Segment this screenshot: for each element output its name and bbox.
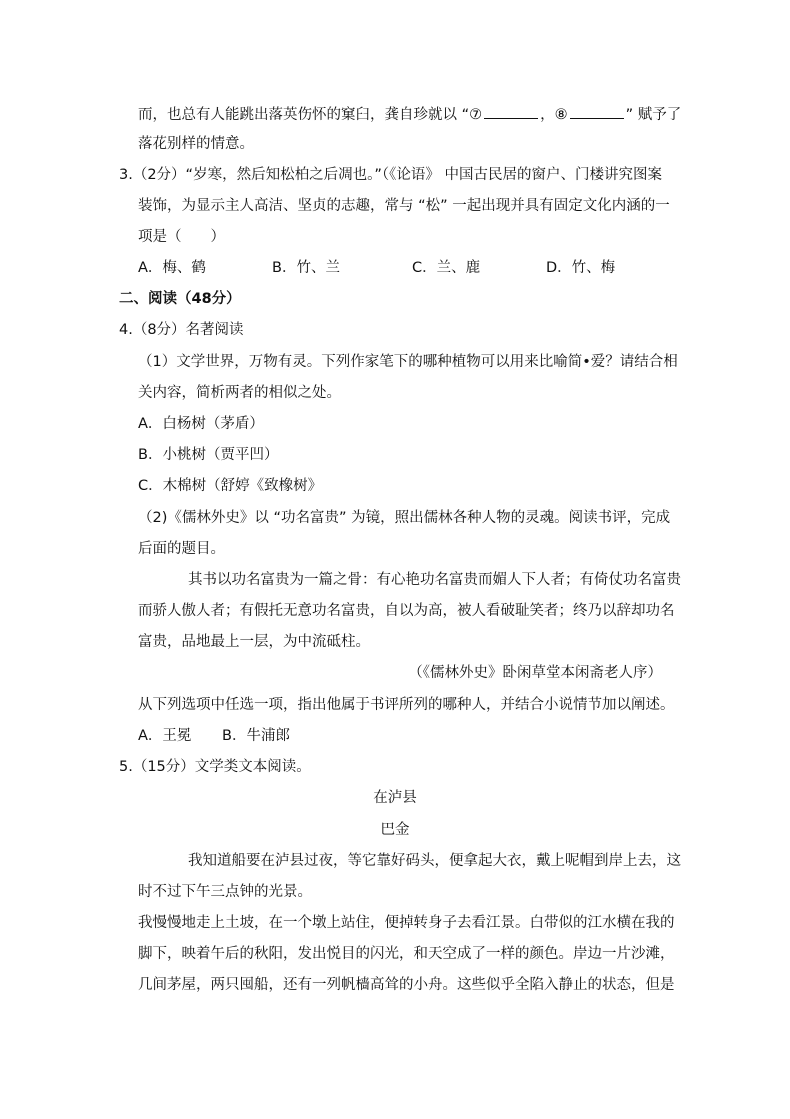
q3-line-1: 3.（2分）“岁寒，然后知松柏之后凋也。”（《论语》 中国古民居的窗户、门楼讲究图案: [119, 167, 662, 183]
quote-line-3: 富贵，品地最上一层，为中流砥柱。: [138, 634, 370, 650]
q4-part1-line1: （1）文学世界，万物有灵。下列作家笔下的哪种植物可以用来比喻简•爱？请结合相: [138, 354, 678, 370]
q2-text-c: ” 赋予了: [625, 107, 682, 123]
q2-continuation-line: [138, 104, 681, 125]
paragraph-1-line-1: 我知道船要在泸县过夜，等它靠好码头，便拿起大衣，戴上呢帽到岸上去，这: [188, 853, 681, 869]
quote-line-1: 其书以功名富贵为一篇之骨：有心艳功名富贵而媚人下人者；有倚仗功名富贵: [188, 572, 681, 588]
q4-part2-line2: 后面的题目。: [138, 541, 225, 557]
q4-part2-line1: （2)《儒林外史》以 “功名富贵” 为镜，照出儒林各种人物的灵魂。阅读书评，完成: [138, 510, 671, 526]
blank-7[interactable]: [484, 104, 538, 119]
paragraph-2-line-3: 几间茅屋，两只囤船，还有一列帆樯高耸的小舟。这些似乎全陷入静止的状态，但是: [138, 977, 675, 993]
q4-task: 从下列选项中任选一项，指出他属于书评所列的哪种人，并结合小说情节加以阐述。: [138, 697, 675, 713]
q4-choice-b: B．牛浦郎: [222, 728, 290, 744]
q3-line-3: 项是（ ）: [138, 229, 225, 245]
q4-option-c: C．木棉树（舒婷《致橡树》: [138, 478, 323, 494]
q3-option-d: D．竹、梅: [546, 260, 616, 276]
passage-author: 巴金: [380, 822, 410, 838]
q3-option-a: A．梅、鹤: [138, 260, 206, 276]
q2-text-b: ，⑧: [540, 107, 568, 123]
paragraph-1-line-2: 时不过下午三点钟的光景。: [138, 884, 312, 900]
section-2-heading: 二、阅读（48分）: [119, 291, 241, 307]
q4-option-b: B．小桃树（贾平凹）: [138, 447, 279, 463]
q2-line-2: 落花别样的情意。: [138, 136, 254, 152]
q4-choice-a: A．王冕: [138, 728, 192, 744]
quote-source: （《儒林外史》卧闲草堂本闲斋老人序）: [408, 665, 662, 681]
q4-heading: 4.（8分）名著阅读: [119, 322, 244, 338]
q2-text-a: 而，也总有人能跳出落英伤怀的窠臼，龚自珍就以 “⑦: [138, 107, 483, 123]
q3-line-2: 装饰，为显示主人高洁、坚贞的志趣，常与 “松” 一起出现并具有固定文化内涵的一: [138, 198, 670, 214]
paragraph-2-line-1: 我慢慢地走上土坡，在一个墩上站住，便掉转身子去看江景。白带似的江水横在我的: [138, 915, 675, 931]
q5-heading: 5.（15分）文学类文本阅读。: [119, 759, 311, 775]
q3-option-b: B．竹、兰: [272, 260, 340, 276]
passage-title: 在泸县: [373, 790, 417, 806]
quote-line-2: 而骄人傲人者；有假托无意功名富贵，自以为高，被人看破耻笑者；终乃以辞却功名: [138, 603, 675, 619]
q4-part1-line2: 关内容，简析两者的相似之处。: [138, 385, 341, 401]
q4-option-a: A．白杨树（茅盾）: [138, 416, 264, 432]
q3-option-c: C．兰、鹿: [412, 260, 481, 276]
blank-8[interactable]: [570, 104, 624, 119]
paragraph-2-line-2: 脚下，映着午后的秋阳，发出悦目的闪光，和天空成了一样的颜色。岸边一片沙滩，: [138, 946, 675, 962]
